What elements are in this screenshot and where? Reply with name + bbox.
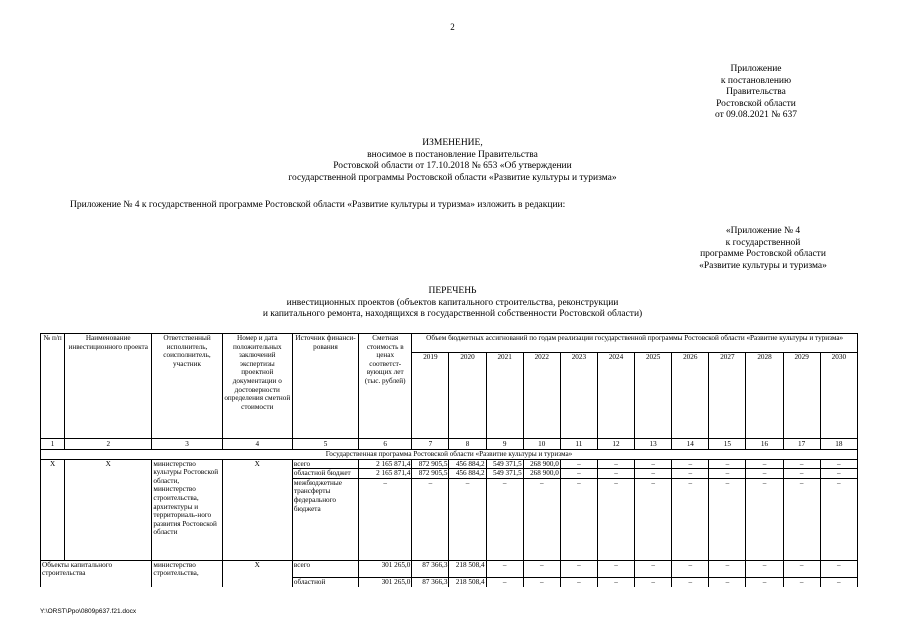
- row-expertise: Х: [222, 560, 292, 587]
- header-responsible: Ответственный исполнитель, соисполнитель, участник: [152, 334, 222, 439]
- column-index: 1: [41, 439, 65, 450]
- column-index: 17: [783, 439, 820, 450]
- row-value: –: [597, 459, 634, 469]
- row-value: –: [672, 560, 709, 578]
- title-line: Ростовской области от 17.10.2018 № 653 «Об утверждении: [333, 161, 572, 172]
- column-index: 2: [65, 439, 152, 450]
- table-row: [41, 560, 858, 578]
- intro-paragraph: Приложение № 4 к государственной программе Ростовской области «Развитие культуры и туризма» изложить в редакции:: [70, 200, 566, 210]
- row-value: 549 371,5: [486, 469, 523, 479]
- row-value: –: [449, 478, 486, 560]
- header-year: 2027: [709, 353, 746, 439]
- row-continuation: [41, 578, 152, 587]
- row-value: –: [746, 560, 783, 578]
- list-title-line: инвестиционных проектов (объектов капитального строительства, реконструкции: [286, 297, 619, 308]
- file-path-footer: Y:\ORST\Ppo\0809p637.f21.docx: [40, 608, 137, 615]
- row-cost: 301 265,0: [359, 578, 412, 587]
- row-value: 549 371,5: [486, 459, 523, 469]
- header-expertise: Номер и дата положительных заключений экспертизы проектной документации о достоверности определения сметной стоимости: [222, 334, 292, 439]
- row-value: –: [820, 560, 857, 578]
- row-value: –: [820, 478, 857, 560]
- row-value: –: [783, 560, 820, 578]
- row-value: –: [597, 560, 634, 578]
- inserted-appendix-header: [678, 226, 848, 272]
- appendix-line: к постановлению: [720, 75, 792, 86]
- row-funding-source: всего: [292, 560, 358, 578]
- column-index: 9: [486, 439, 523, 450]
- column-index: 4: [222, 439, 292, 450]
- appendix-line: к государственной: [725, 237, 801, 248]
- row-value: –: [820, 459, 857, 469]
- column-index-row: [41, 439, 858, 450]
- column-index: 18: [820, 439, 857, 450]
- row-value: –: [597, 469, 634, 479]
- row-value: –: [635, 469, 672, 479]
- header-year: 2021: [486, 353, 523, 439]
- row-value: –: [560, 478, 597, 560]
- list-title-line: ПЕРЕЧЕНЬ: [428, 286, 477, 296]
- row-value: –: [486, 578, 523, 587]
- appendix-line: Правительства: [726, 87, 786, 98]
- row-value: 218 508,4: [449, 560, 486, 578]
- row-value: 456 884,2: [449, 469, 486, 479]
- row-funding-source: межбюджетные трансферты федерального бюджета: [292, 478, 358, 560]
- column-index: 3: [152, 439, 222, 450]
- row-value: –: [560, 578, 597, 587]
- row-num: [41, 560, 152, 578]
- row-value: –: [672, 469, 709, 479]
- row-value: –: [783, 478, 820, 560]
- row-value: –: [635, 578, 672, 587]
- header-year: 2020: [449, 353, 486, 439]
- row-value: –: [560, 459, 597, 469]
- row-funding-source: областной бюджет: [292, 469, 358, 479]
- appendix-line: Ростовской области: [716, 98, 796, 109]
- row-value: –: [560, 560, 597, 578]
- appendix-line: от 09.08.2021 № 637: [715, 110, 797, 121]
- appendix-line: «Приложение № 4: [725, 226, 801, 236]
- row-value: –: [523, 578, 560, 587]
- column-index: 11: [560, 439, 597, 450]
- title-line: ИЗМЕНЕНИЕ,: [422, 138, 483, 148]
- column-index: 8: [449, 439, 486, 450]
- header-year: 2022: [523, 353, 560, 439]
- row-value: –: [523, 478, 560, 560]
- column-index: 15: [709, 439, 746, 450]
- row-cost: 2 165 871,4: [359, 459, 412, 469]
- row-value: –: [709, 478, 746, 560]
- column-index: 13: [635, 439, 672, 450]
- row-expertise: Х: [222, 459, 292, 560]
- row-value: –: [746, 578, 783, 587]
- row-num: Х: [41, 459, 65, 560]
- row-cost: –: [359, 478, 412, 560]
- column-index: 16: [746, 439, 783, 450]
- title-line: государственной программы Ростовской области «Развитие культуры и туризма»: [288, 172, 617, 183]
- table-row: [41, 459, 858, 469]
- header-project-name: Наименование инвестиционного проекта: [65, 334, 152, 439]
- row-value: –: [783, 469, 820, 479]
- column-index: 6: [359, 439, 412, 450]
- row-responsible: министерство культуры Ростовской области, министерство строительства, архитектуры и территориаль-ного развития Ростовской области: [152, 459, 222, 560]
- row-value: –: [709, 459, 746, 469]
- header-funding-source: Источник финанси-рования: [292, 334, 358, 439]
- appendix-line: Приложение: [730, 64, 782, 74]
- row-value: –: [746, 469, 783, 479]
- row-value: –: [635, 459, 672, 469]
- row-value: 218 508,4: [449, 578, 486, 587]
- row-project-name: Х: [65, 459, 152, 560]
- row-value: –: [746, 459, 783, 469]
- row-value: –: [709, 469, 746, 479]
- header-year: 2023: [560, 353, 597, 439]
- row-value: 872 905,5: [412, 469, 449, 479]
- header-budget: Объем бюджетных ассигнований по годам реализации государственной программы Ростовской области «Развитие культуры и туризма»: [412, 334, 858, 353]
- row-value: –: [746, 478, 783, 560]
- title-line: вносимое в постановление Правительства: [367, 149, 538, 160]
- row-value: 268 900,0: [523, 459, 560, 469]
- header-estimated-cost: Сметная стоимость в ценах соответст-вующих лет (тыс. рублей): [359, 334, 412, 439]
- row-value: –: [597, 478, 634, 560]
- row-value: –: [486, 560, 523, 578]
- column-index: 7: [412, 439, 449, 450]
- row-value: –: [820, 469, 857, 479]
- row-cost: 2 165 871,4: [359, 469, 412, 479]
- header-year: 2029: [783, 353, 820, 439]
- program-row: Государственная программа Ростовской области «Развитие культуры и туризма»: [41, 450, 858, 460]
- row-value: 87 366,3: [412, 560, 449, 578]
- row-value: –: [635, 560, 672, 578]
- row-value: –: [709, 578, 746, 587]
- row-value: –: [523, 560, 560, 578]
- document-title: [0, 138, 905, 184]
- column-index: 12: [597, 439, 634, 450]
- column-index: 14: [672, 439, 709, 450]
- appendix-line: программе Ростовской области: [700, 249, 826, 260]
- header-num: № п/п: [41, 334, 65, 439]
- header-year: 2025: [635, 353, 672, 439]
- header-year: 2028: [746, 353, 783, 439]
- list-title: [0, 286, 905, 321]
- row-value: 456 884,2: [449, 459, 486, 469]
- row-value: 268 900,0: [523, 469, 560, 479]
- list-title-line: и капитального ремонта, находящихся в государственной собственности Ростовской области): [262, 309, 643, 320]
- appendix-header: [686, 64, 826, 122]
- row-value: –: [783, 459, 820, 469]
- row-cost: 301 265,0: [359, 560, 412, 578]
- row-value: –: [486, 478, 523, 560]
- row-value: –: [783, 578, 820, 587]
- row-project-name: Объекты капитального строительства: [42, 560, 113, 578]
- row-value: –: [597, 578, 634, 587]
- appendix-line: «Развитие культуры и туризма»: [699, 260, 827, 271]
- row-value: –: [635, 478, 672, 560]
- row-value: –: [412, 478, 449, 560]
- header-year: 2024: [597, 353, 634, 439]
- row-value: –: [672, 578, 709, 587]
- row-value: –: [672, 478, 709, 560]
- row-value: 872 905,5: [412, 459, 449, 469]
- header-year: 2030: [820, 353, 857, 439]
- header-year: 2019: [412, 353, 449, 439]
- column-index: 5: [292, 439, 358, 450]
- row-value: –: [672, 459, 709, 469]
- column-index: 10: [523, 439, 560, 450]
- page-number: 2: [450, 22, 455, 32]
- row-value: –: [560, 469, 597, 479]
- row-funding-source: всего: [292, 459, 358, 469]
- row-funding-source: областной: [292, 578, 358, 587]
- row-value: –: [820, 578, 857, 587]
- investment-projects-table: [40, 333, 858, 587]
- row-value: 87 366,3: [412, 578, 449, 587]
- row-responsible: министерство строительства,: [152, 560, 222, 587]
- row-value: –: [709, 560, 746, 578]
- header-year: 2026: [672, 353, 709, 439]
